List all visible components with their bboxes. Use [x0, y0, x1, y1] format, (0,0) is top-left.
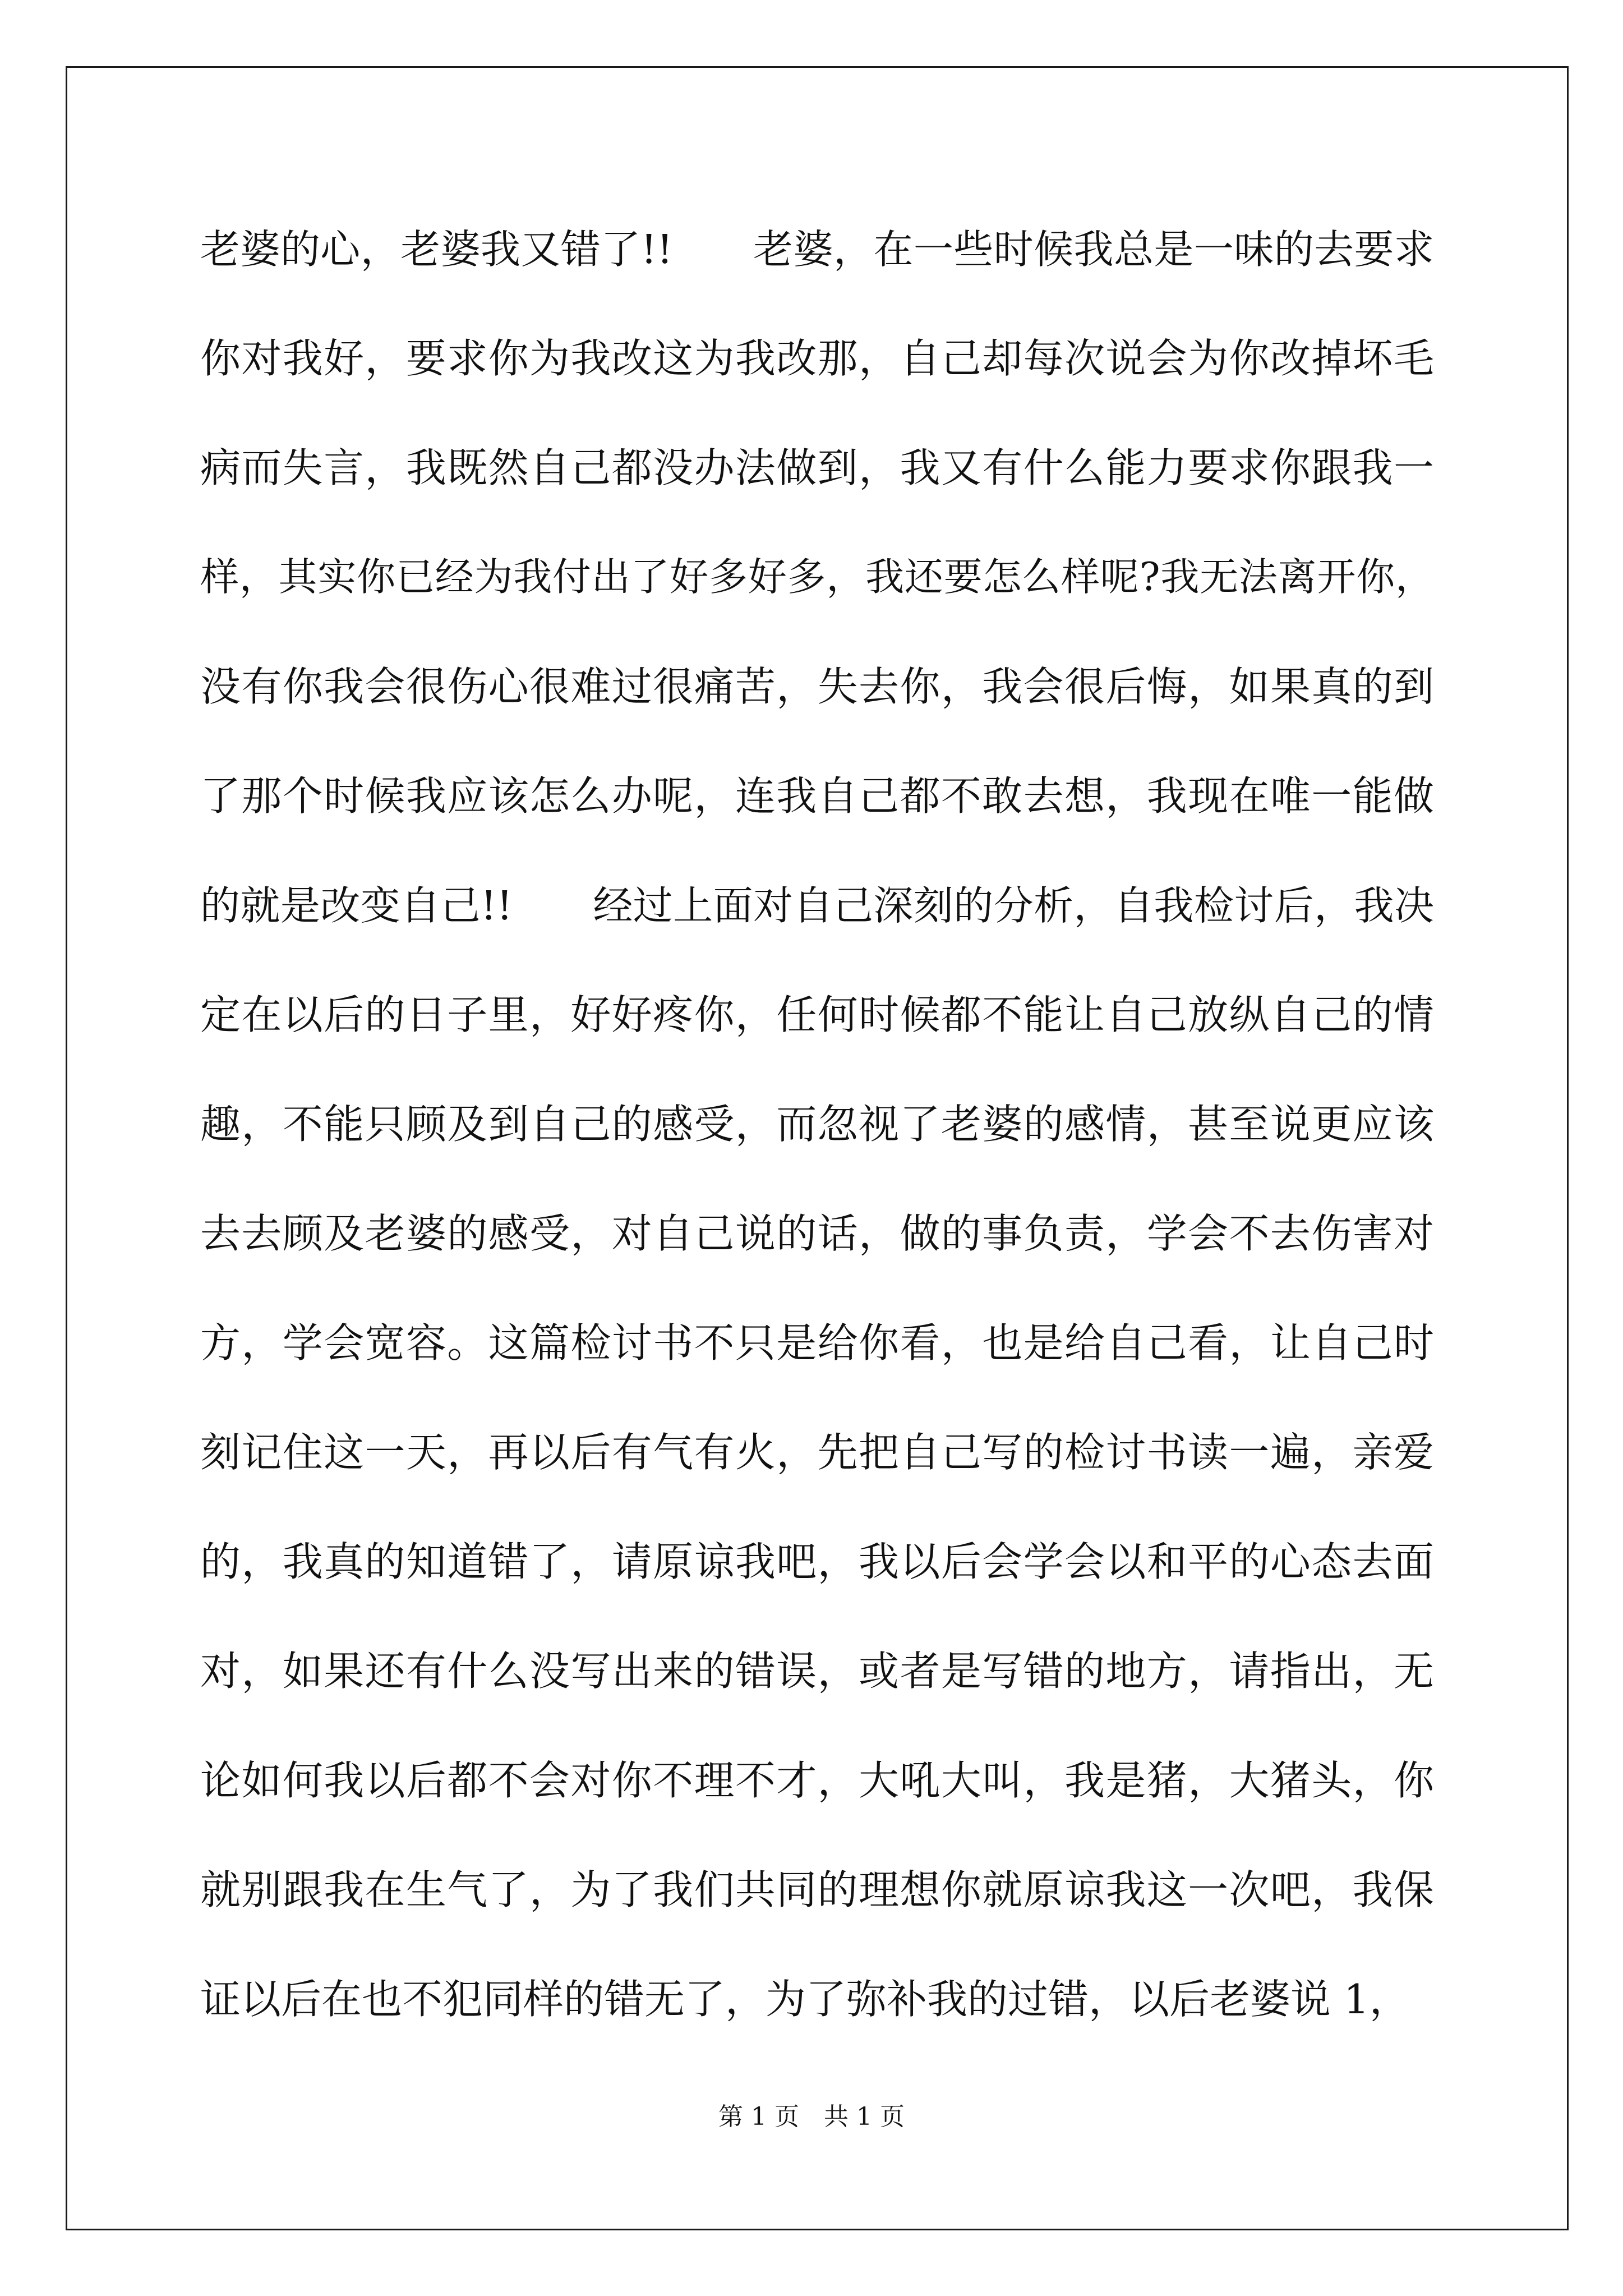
document-body — [200, 223, 1434, 2082]
text-line-10: 去去顾及老婆的感受，对自己说的话，做的事负责，学会不去伤害对 — [200, 1210, 1434, 1257]
text-line-3: 病而失言，我既然自己都没办法做到，我又有什么能力要求你跟我一 — [200, 444, 1434, 491]
page-number-footer: 第 1 页 共 1 页 — [718, 2102, 905, 2131]
text-line-13: 的，我真的知道错了，请原谅我吧，我以后会学会以和平的心态去面 — [200, 1538, 1434, 1585]
text-line-1: 老婆的心，老婆我又错了!! 老婆，在一些时候我总是一味的去要求 — [200, 226, 1434, 273]
text-line-2: 你对我好，要求你为我改这为我改那，自己却每次说会为你改掉坏毛 — [200, 335, 1434, 382]
text-line-17: 证以后在也不犯同样的错无了，为了弥补我的过错，以后老婆说 1， — [200, 1976, 1410, 2023]
text-line-15: 论如何我以后都不会对你不理不才，大吼大叫，我是猪，大猪头，你 — [200, 1757, 1434, 1804]
text-line-16: 就别跟我在生气了，为了我们共同的理想你就原谅我这一次吧，我保 — [200, 1866, 1434, 1913]
text-line-11: 方，学会宽容。这篇检讨书不只是给你看，也是给自己看，让自己时 — [200, 1319, 1434, 1366]
text-line-6: 了那个时候我应该怎么办呢，连我自己都不敢去想，我现在唯一能做 — [200, 772, 1434, 820]
text-line-7: 的就是改变自己!! 经过上面对自己深刻的分析，自我检讨后，我决 — [200, 882, 1434, 929]
text-line-9: 趣，不能只顾及到自己的感受，而忽视了老婆的感情，甚至说更应该 — [200, 1101, 1434, 1148]
text-line-12: 刻记住这一天，再以后有气有火，先把自己写的检讨书读一遍，亲爱 — [200, 1429, 1434, 1476]
text-line-8: 定在以后的日子里，好好疼你，任何时候都不能让自己放纵自己的情 — [200, 991, 1434, 1038]
text-line-4: 样，其实你已经为我付出了好多好多，我还要怎么样呢?我无法离开你， — [200, 555, 1434, 600]
text-line-14: 对，如果还有什么没写出来的错误，或者是写错的地方，请指出，无 — [200, 1648, 1434, 1695]
text-line-5: 没有你我会很伤心很难过很痛苦，失去你，我会很后悔，如果真的到 — [200, 663, 1434, 710]
